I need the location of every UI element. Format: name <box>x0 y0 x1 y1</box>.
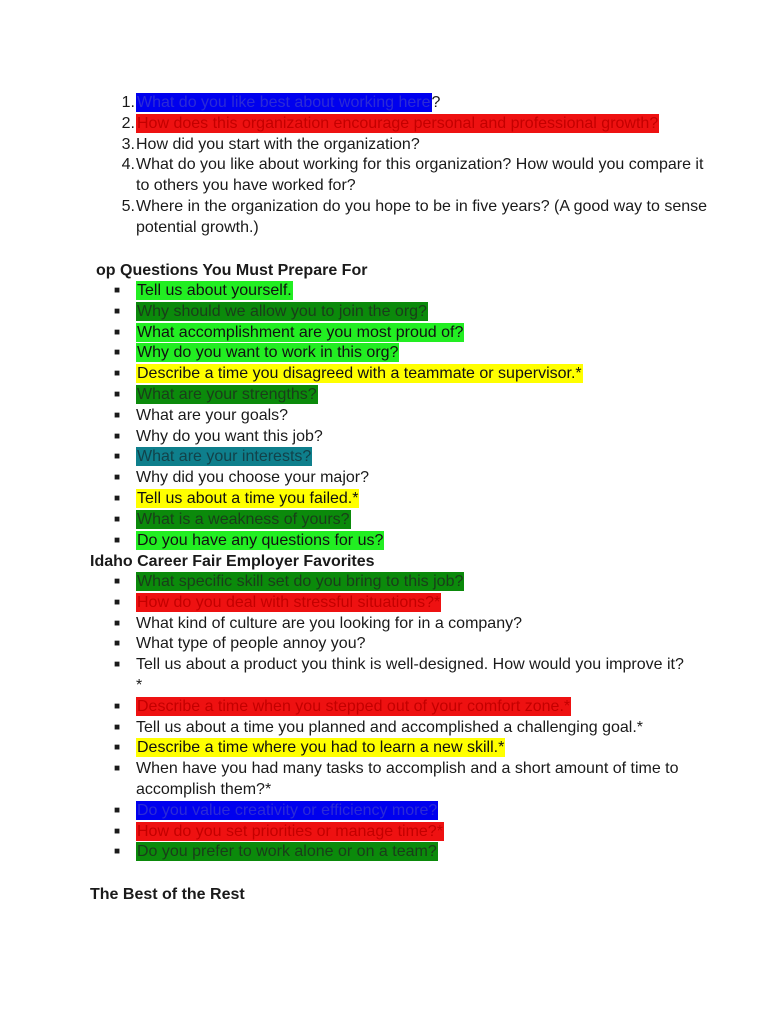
square-bullet-icon: ■ <box>114 534 121 546</box>
bullet-item <box>110 281 696 302</box>
item-text-wrap <box>136 489 696 510</box>
question-text: What specific skill set do you bring to this job? <box>137 573 464 590</box>
bullet-item <box>110 343 696 364</box>
item-text-wrap <box>136 738 690 759</box>
item-number: 3. <box>121 135 135 153</box>
bullet-item <box>110 531 696 552</box>
square-bullet-icon: ■ <box>114 368 121 380</box>
item-text-wrap <box>135 155 710 197</box>
square-bullet-icon: ■ <box>114 659 121 671</box>
question-text: Tell us about yourself. <box>137 282 292 299</box>
section-best-of-rest <box>90 884 690 905</box>
bullet-item <box>110 385 696 406</box>
question-text: What kind of culture are you looking for in a company? <box>136 614 522 632</box>
bullet-item <box>110 738 690 759</box>
section-employer-favorites <box>90 551 690 863</box>
square-bullet-icon: ■ <box>114 721 121 733</box>
bullet-item <box>110 489 696 510</box>
bullet-item <box>110 427 696 448</box>
numbered-item <box>110 197 710 239</box>
question-text: Do you have any questions for us? <box>137 531 384 549</box>
square-bullet-icon: ■ <box>114 347 121 359</box>
item-text-wrap <box>136 572 690 593</box>
bullet-item <box>110 697 690 718</box>
square-bullet-icon: ■ <box>114 326 121 338</box>
item-text-wrap <box>136 427 696 448</box>
question-text: What are your strengths? <box>137 385 317 403</box>
question-text: Tell us about a product you think is well-designed. How would you improve it?* <box>136 656 684 694</box>
item-text-wrap <box>136 385 696 406</box>
numbered-item <box>110 93 710 114</box>
question-text: Do you prefer to work alone or on a team? <box>137 843 437 861</box>
question-text: Where in the organization do you hope to be in five years? (A good way to sense potential growth.) <box>136 197 708 236</box>
section-heading: op Questions You Must Prepare For <box>96 262 368 279</box>
item-text-wrap <box>136 759 690 801</box>
item-text-wrap <box>136 468 696 489</box>
question-text: How does this organization encourage personal and professional growth? <box>137 114 659 132</box>
question-text: Why did you choose your major? <box>136 469 369 487</box>
bullet-item <box>110 323 696 344</box>
question-text: Why do you want this job? <box>136 427 323 445</box>
numbered-item <box>110 155 710 197</box>
question-text: Why should we allow you to join the org? <box>137 302 427 320</box>
bullet-item <box>110 759 690 801</box>
square-bullet-icon: ■ <box>114 305 121 317</box>
item-text-wrap <box>136 364 696 385</box>
item-text-wrap <box>136 323 696 344</box>
bullet-item <box>110 822 690 843</box>
item-text-wrap <box>136 406 696 427</box>
question-text: What are your goals? <box>136 406 289 424</box>
square-bullet-icon: ■ <box>114 430 121 442</box>
question-text: Describe a time where you had to learn a new skill.* <box>137 739 505 757</box>
square-bullet-icon: ■ <box>114 596 121 608</box>
question-text: Tell us about a time you failed.* <box>137 489 359 507</box>
bullet-list <box>110 572 690 863</box>
square-bullet-icon: ■ <box>114 513 121 525</box>
bullet-item <box>110 634 690 655</box>
bullet-item <box>110 572 690 593</box>
item-text-wrap <box>136 281 696 302</box>
bullet-item <box>110 468 696 489</box>
question-text: How did you start with the organization? <box>136 135 420 153</box>
square-bullet-icon: ■ <box>114 451 121 463</box>
square-bullet-icon: ■ <box>114 285 121 296</box>
square-bullet-icon: ■ <box>114 617 121 629</box>
item-text-wrap <box>136 634 690 655</box>
question-text: Do you value creativity or efficiency more? <box>137 801 438 819</box>
section-heading: Idaho Career Fair Employer Favorites <box>90 553 375 570</box>
square-bullet-icon: ■ <box>114 409 121 421</box>
square-bullet-icon: ■ <box>114 846 121 858</box>
question-text: What accomplishment are you most proud of? <box>137 323 464 341</box>
bullet-item <box>110 447 696 468</box>
square-bullet-icon: ■ <box>114 742 121 754</box>
square-bullet-icon: ■ <box>114 472 121 484</box>
item-text-wrap <box>136 614 690 635</box>
numbered-item <box>110 114 710 135</box>
item-text-wrap <box>136 593 690 614</box>
bullet-item <box>110 593 690 614</box>
question-text: Describe a time when you stepped out of your comfort zone.* <box>137 697 571 715</box>
item-text-wrap <box>135 114 659 135</box>
item-text-wrap <box>136 302 696 323</box>
question-text: What type of people annoy you? <box>136 635 366 653</box>
question-suffix: ? <box>431 94 441 111</box>
question-text: When have you had many tasks to accomplish and a short amount of time to accomplish them?* <box>136 760 679 798</box>
section-heading: The Best of the Rest <box>90 886 245 903</box>
bullet-item <box>110 614 690 635</box>
square-bullet-icon: ■ <box>114 763 121 775</box>
square-bullet-icon: ■ <box>114 638 121 650</box>
question-text: What do you like best about working here <box>137 94 431 111</box>
bullet-item <box>110 801 690 822</box>
square-bullet-icon: ■ <box>114 700 121 712</box>
item-text-wrap <box>136 510 696 531</box>
item-number: 2. <box>121 114 135 132</box>
item-text-wrap <box>136 697 690 718</box>
item-number: 1. <box>121 94 135 111</box>
square-bullet-icon: ■ <box>114 576 121 587</box>
item-text-wrap <box>136 531 696 552</box>
square-bullet-icon: ■ <box>114 804 121 816</box>
item-text-wrap <box>136 655 690 697</box>
item-text-wrap <box>136 801 690 822</box>
item-text-wrap <box>136 822 690 843</box>
section-top-questions <box>96 260 696 551</box>
square-bullet-icon: ■ <box>114 492 121 504</box>
question-text: Describe a time you disagreed with a teammate or supervisor.* <box>137 365 582 383</box>
question-text: How do you deal with stressful situations?* <box>137 593 441 611</box>
bullet-item <box>110 302 696 323</box>
question-text: Why do you want to work in this org? <box>137 344 399 362</box>
item-text-wrap <box>135 197 710 239</box>
bullet-item <box>110 406 696 427</box>
question-text: What is a weakness of yours? <box>137 510 350 528</box>
item-text-wrap <box>136 343 696 364</box>
numbered-question-list <box>110 93 710 239</box>
item-text-wrap <box>136 718 690 739</box>
item-text-wrap <box>135 93 440 114</box>
item-number: 4. <box>121 156 135 174</box>
numbered-item <box>110 135 710 156</box>
bullet-item <box>110 364 696 385</box>
question-text: What do you like about working for this organization? How would you compare it to others you have worked for? <box>136 156 704 195</box>
square-bullet-icon: ■ <box>114 388 121 400</box>
item-text-wrap <box>136 447 696 468</box>
item-text-wrap <box>135 135 420 156</box>
bullet-item <box>110 718 690 739</box>
question-text: How do you set priorities or manage time?* <box>137 822 443 840</box>
bullet-item <box>110 510 696 531</box>
bullet-list <box>110 281 696 551</box>
item-number: 5. <box>121 197 135 215</box>
question-text: What are your interests? <box>137 448 312 466</box>
item-text-wrap <box>136 842 690 863</box>
bullet-item <box>110 655 690 697</box>
square-bullet-icon: ■ <box>114 825 121 837</box>
question-text: Tell us about a time you planned and accomplished a challenging goal.* <box>136 718 644 736</box>
bullet-item <box>110 842 690 863</box>
